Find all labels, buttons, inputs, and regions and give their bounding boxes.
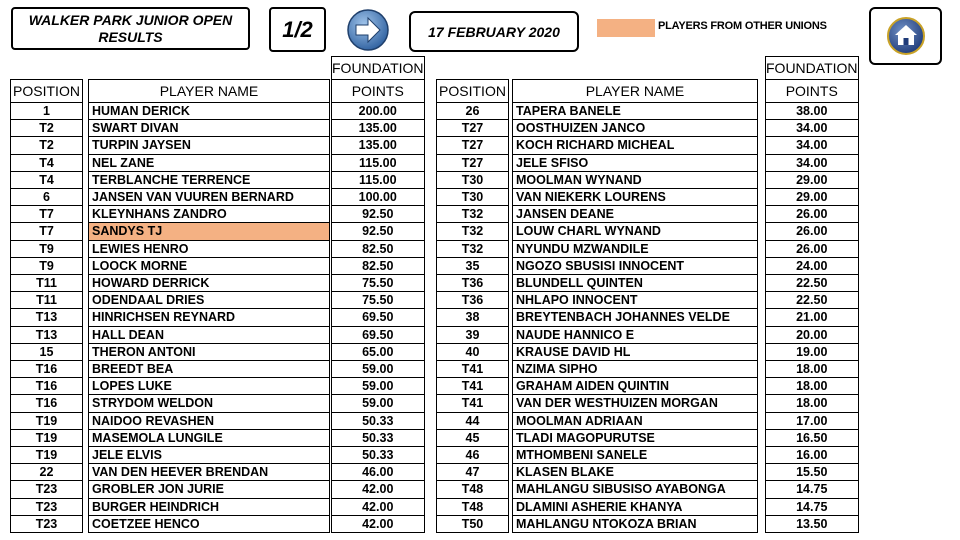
points-cell: 135.00 bbox=[332, 137, 425, 154]
player-name-cell: HALL DEAN bbox=[89, 326, 330, 343]
position-cell: T30 bbox=[437, 189, 509, 206]
result-row bbox=[437, 378, 859, 395]
result-row bbox=[437, 223, 859, 240]
column-header-player: PLAYER NAME bbox=[513, 80, 758, 103]
player-name-cell: TAPERA BANELE bbox=[513, 103, 758, 120]
result-row bbox=[437, 309, 859, 326]
position-cell: 1 bbox=[11, 103, 83, 120]
result-row bbox=[437, 137, 859, 154]
player-name-cell: DLAMINI ASHERIE KHANYA bbox=[513, 498, 758, 515]
player-name-cell: STRYDOM WELDON bbox=[89, 395, 330, 412]
player-name-cell: MOOLMAN ADRIAAN bbox=[513, 412, 758, 429]
position-cell: T27 bbox=[437, 120, 509, 137]
position-cell: T11 bbox=[11, 292, 83, 309]
result-row bbox=[11, 412, 425, 429]
position-cell: T19 bbox=[11, 447, 83, 464]
result-row bbox=[11, 275, 425, 292]
points-cell: 59.00 bbox=[332, 395, 425, 412]
points-cell: 115.00 bbox=[332, 171, 425, 188]
position-cell: 44 bbox=[437, 412, 509, 429]
player-name-cell: MTHOMBENI SANELE bbox=[513, 447, 758, 464]
player-name-cell: KRAUSE DAVID HL bbox=[513, 343, 758, 360]
position-cell: 46 bbox=[437, 447, 509, 464]
result-row bbox=[437, 120, 859, 137]
player-name-cell: HUMAN DERICK bbox=[89, 103, 330, 120]
player-name-cell: OOSTHUIZEN JANCO bbox=[513, 120, 758, 137]
points-cell: 50.33 bbox=[332, 447, 425, 464]
player-name-cell: SWART DIVAN bbox=[89, 120, 330, 137]
result-row bbox=[437, 447, 859, 464]
player-name-cell: JELE ELVIS bbox=[89, 447, 330, 464]
position-cell: T11 bbox=[11, 275, 83, 292]
result-row bbox=[437, 395, 859, 412]
position-cell: T9 bbox=[11, 240, 83, 257]
result-row bbox=[437, 343, 859, 360]
result-row bbox=[437, 481, 859, 498]
result-row bbox=[437, 292, 859, 309]
position-cell: T13 bbox=[11, 326, 83, 343]
player-name-cell: LOPES LUKE bbox=[89, 378, 330, 395]
position-cell: T36 bbox=[437, 275, 509, 292]
result-row bbox=[437, 275, 859, 292]
result-row bbox=[437, 361, 859, 378]
position-cell: 40 bbox=[437, 343, 509, 360]
position-cell: T41 bbox=[437, 395, 509, 412]
position-cell: 15 bbox=[11, 343, 83, 360]
points-cell: 13.50 bbox=[766, 515, 859, 532]
player-name-cell: BREEDT BEA bbox=[89, 361, 330, 378]
points-cell: 59.00 bbox=[332, 361, 425, 378]
results-table-left bbox=[10, 56, 425, 533]
position-cell: T32 bbox=[437, 240, 509, 257]
arrow-right-icon bbox=[346, 8, 390, 52]
points-cell: 115.00 bbox=[332, 154, 425, 171]
player-name-cell: TERBLANCHE TERRENCE bbox=[89, 171, 330, 188]
column-header-points-line1: FOUNDATION bbox=[766, 57, 859, 80]
player-name-cell: VAN NIEKERK LOURENS bbox=[513, 189, 758, 206]
result-row bbox=[437, 498, 859, 515]
player-name-cell: NZIMA SIPHO bbox=[513, 361, 758, 378]
player-name-cell: GROBLER JON JURIE bbox=[89, 481, 330, 498]
points-cell: 18.00 bbox=[766, 361, 859, 378]
column-header-points-line2: POINTS bbox=[332, 80, 425, 103]
position-cell: 22 bbox=[11, 464, 83, 481]
position-cell: T19 bbox=[11, 412, 83, 429]
legend-label: PLAYERS FROM OTHER UNIONS bbox=[658, 20, 827, 32]
points-cell: 29.00 bbox=[766, 189, 859, 206]
points-cell: 26.00 bbox=[766, 223, 859, 240]
player-name-cell: HOWARD DERRICK bbox=[89, 275, 330, 292]
result-row bbox=[437, 429, 859, 446]
points-cell: 29.00 bbox=[766, 171, 859, 188]
points-cell: 82.50 bbox=[332, 257, 425, 274]
points-cell: 15.50 bbox=[766, 464, 859, 481]
position-cell: T50 bbox=[437, 515, 509, 532]
result-row bbox=[11, 378, 425, 395]
page-indicator: 1/2 bbox=[269, 7, 326, 52]
position-cell: T32 bbox=[437, 206, 509, 223]
position-cell: 45 bbox=[437, 429, 509, 446]
legend-swatch-other-unions bbox=[597, 19, 655, 37]
points-cell: 42.00 bbox=[332, 498, 425, 515]
position-cell: T4 bbox=[11, 154, 83, 171]
position-cell: T27 bbox=[437, 154, 509, 171]
points-cell: 46.00 bbox=[332, 464, 425, 481]
position-cell: 39 bbox=[437, 326, 509, 343]
position-cell: T7 bbox=[11, 223, 83, 240]
title-line-1: WALKER PARK JUNIOR OPEN bbox=[28, 12, 233, 28]
position-cell: T2 bbox=[11, 137, 83, 154]
position-cell: T16 bbox=[11, 395, 83, 412]
result-row bbox=[11, 447, 425, 464]
points-cell: 24.00 bbox=[766, 257, 859, 274]
position-cell: T41 bbox=[437, 361, 509, 378]
points-cell: 200.00 bbox=[332, 103, 425, 120]
result-row bbox=[11, 257, 425, 274]
result-row bbox=[11, 292, 425, 309]
points-cell: 26.00 bbox=[766, 206, 859, 223]
result-row bbox=[11, 515, 425, 532]
position-cell: T9 bbox=[11, 257, 83, 274]
result-row bbox=[11, 326, 425, 343]
player-name-cell: LOUW CHARL WYNAND bbox=[513, 223, 758, 240]
result-row bbox=[437, 257, 859, 274]
player-name-cell: COETZEE HENCO bbox=[89, 515, 330, 532]
player-name-cell: NAUDE HANNICO E bbox=[513, 326, 758, 343]
position-cell: T32 bbox=[437, 223, 509, 240]
event-date: 17 FEBRUARY 2020 bbox=[409, 11, 579, 52]
column-header-position: POSITION bbox=[11, 80, 83, 103]
column-header-player: PLAYER NAME bbox=[89, 80, 330, 103]
player-name-cell: ODENDAAL DRIES bbox=[89, 292, 330, 309]
player-name-cell: THERON ANTONI bbox=[89, 343, 330, 360]
result-row bbox=[437, 464, 859, 481]
points-cell: 59.00 bbox=[332, 378, 425, 395]
position-cell: 26 bbox=[437, 103, 509, 120]
points-cell: 50.33 bbox=[332, 429, 425, 446]
result-row bbox=[437, 240, 859, 257]
position-cell: T23 bbox=[11, 498, 83, 515]
result-row bbox=[11, 171, 425, 188]
position-cell: T30 bbox=[437, 171, 509, 188]
player-name-cell: MASEMOLA LUNGILE bbox=[89, 429, 330, 446]
points-cell: 50.33 bbox=[332, 412, 425, 429]
position-cell: T16 bbox=[11, 361, 83, 378]
result-row bbox=[11, 240, 425, 257]
result-row bbox=[437, 189, 859, 206]
points-cell: 26.00 bbox=[766, 240, 859, 257]
points-cell: 34.00 bbox=[766, 137, 859, 154]
player-name-cell: KLEYNHANS ZANDRO bbox=[89, 206, 330, 223]
title-line-2: RESULTS bbox=[98, 29, 163, 45]
points-cell: 14.75 bbox=[766, 498, 859, 515]
result-row bbox=[11, 223, 425, 240]
points-cell: 42.00 bbox=[332, 515, 425, 532]
points-cell: 92.50 bbox=[332, 206, 425, 223]
result-row bbox=[437, 206, 859, 223]
result-row bbox=[437, 326, 859, 343]
points-cell: 19.00 bbox=[766, 343, 859, 360]
player-name-cell: JANSEN DEANE bbox=[513, 206, 758, 223]
result-row bbox=[437, 154, 859, 171]
position-cell: T19 bbox=[11, 429, 83, 446]
next-page-button[interactable] bbox=[346, 8, 390, 52]
player-name-cell: BURGER HEINDRICH bbox=[89, 498, 330, 515]
player-name-cell: MAHLANGU NTOKOZA BRIAN bbox=[513, 515, 758, 532]
position-cell: T16 bbox=[11, 378, 83, 395]
player-name-cell: JELE SFISO bbox=[513, 154, 758, 171]
column-header-points-line1: FOUNDATION bbox=[332, 57, 425, 80]
position-cell: T4 bbox=[11, 171, 83, 188]
player-name-cell: NHLAPO INNOCENT bbox=[513, 292, 758, 309]
points-cell: 17.00 bbox=[766, 412, 859, 429]
player-name-cell: NAIDOO REVASHEN bbox=[89, 412, 330, 429]
points-cell: 38.00 bbox=[766, 103, 859, 120]
player-name-cell: JANSEN VAN VUUREN BERNARD bbox=[89, 189, 330, 206]
points-cell: 20.00 bbox=[766, 326, 859, 343]
player-name-cell: TLADI MAGOPURUTSE bbox=[513, 429, 758, 446]
position-cell: 47 bbox=[437, 464, 509, 481]
position-cell: 6 bbox=[11, 189, 83, 206]
points-cell: 92.50 bbox=[332, 223, 425, 240]
position-cell: T13 bbox=[11, 309, 83, 326]
player-name-cell: MOOLMAN WYNAND bbox=[513, 171, 758, 188]
result-row bbox=[11, 498, 425, 515]
result-row bbox=[11, 120, 425, 137]
column-header-points-line2: POINTS bbox=[766, 80, 859, 103]
points-cell: 75.50 bbox=[332, 275, 425, 292]
position-cell: T48 bbox=[437, 498, 509, 515]
points-cell: 22.50 bbox=[766, 275, 859, 292]
result-row bbox=[437, 171, 859, 188]
result-row bbox=[11, 206, 425, 223]
points-cell: 21.00 bbox=[766, 309, 859, 326]
position-cell: T48 bbox=[437, 481, 509, 498]
player-name-cell: KLASEN BLAKE bbox=[513, 464, 758, 481]
player-name-cell: MAHLANGU SIBUSISO AYABONGA bbox=[513, 481, 758, 498]
points-cell: 42.00 bbox=[332, 481, 425, 498]
points-cell: 34.00 bbox=[766, 120, 859, 137]
player-name-cell: VAN DEN HEEVER BRENDAN bbox=[89, 464, 330, 481]
player-name-cell: NYUNDU MZWANDILE bbox=[513, 240, 758, 257]
player-name-cell: SANDYS TJ bbox=[89, 223, 330, 240]
points-cell: 65.00 bbox=[332, 343, 425, 360]
points-cell: 100.00 bbox=[332, 189, 425, 206]
result-row bbox=[11, 309, 425, 326]
player-name-cell: TURPIN JAYSEN bbox=[89, 137, 330, 154]
result-row bbox=[11, 189, 425, 206]
player-name-cell: LEWIES HENRO bbox=[89, 240, 330, 257]
result-row bbox=[11, 429, 425, 446]
points-cell: 82.50 bbox=[332, 240, 425, 257]
player-name-cell: LOOCK MORNE bbox=[89, 257, 330, 274]
player-name-cell: NGOZO SBUSISI INNOCENT bbox=[513, 257, 758, 274]
player-name-cell: GRAHAM AIDEN QUINTIN bbox=[513, 378, 758, 395]
home-button[interactable] bbox=[869, 7, 942, 65]
points-cell: 18.00 bbox=[766, 378, 859, 395]
result-row bbox=[437, 412, 859, 429]
position-cell: T23 bbox=[11, 481, 83, 498]
position-cell: T27 bbox=[437, 137, 509, 154]
player-name-cell: BLUNDELL QUINTEN bbox=[513, 275, 758, 292]
player-name-cell: VAN DER WESTHUIZEN MORGAN bbox=[513, 395, 758, 412]
result-row bbox=[11, 154, 425, 171]
position-cell: T41 bbox=[437, 378, 509, 395]
points-cell: 34.00 bbox=[766, 154, 859, 171]
points-cell: 69.50 bbox=[332, 309, 425, 326]
home-icon bbox=[886, 16, 926, 56]
column-header-position: POSITION bbox=[437, 80, 509, 103]
player-name-cell: BREYTENBACH JOHANNES VELDE bbox=[513, 309, 758, 326]
result-row bbox=[11, 395, 425, 412]
result-row bbox=[11, 481, 425, 498]
result-row bbox=[11, 137, 425, 154]
position-cell: T23 bbox=[11, 515, 83, 532]
result-row bbox=[11, 103, 425, 120]
points-cell: 14.75 bbox=[766, 481, 859, 498]
position-cell: T2 bbox=[11, 120, 83, 137]
player-name-cell: HINRICHSEN REYNARD bbox=[89, 309, 330, 326]
report-title bbox=[11, 7, 250, 50]
result-row bbox=[437, 515, 859, 532]
position-cell: 35 bbox=[437, 257, 509, 274]
points-cell: 16.00 bbox=[766, 447, 859, 464]
points-cell: 135.00 bbox=[332, 120, 425, 137]
points-cell: 16.50 bbox=[766, 429, 859, 446]
position-cell: 38 bbox=[437, 309, 509, 326]
results-table-right bbox=[436, 56, 859, 533]
result-row bbox=[11, 464, 425, 481]
position-cell: T7 bbox=[11, 206, 83, 223]
result-row bbox=[437, 103, 859, 120]
points-cell: 22.50 bbox=[766, 292, 859, 309]
position-cell: T36 bbox=[437, 292, 509, 309]
points-cell: 18.00 bbox=[766, 395, 859, 412]
points-cell: 75.50 bbox=[332, 292, 425, 309]
result-row bbox=[11, 361, 425, 378]
player-name-cell: NEL ZANE bbox=[89, 154, 330, 171]
points-cell: 69.50 bbox=[332, 326, 425, 343]
result-row bbox=[11, 343, 425, 360]
player-name-cell: KOCH RICHARD MICHEAL bbox=[513, 137, 758, 154]
